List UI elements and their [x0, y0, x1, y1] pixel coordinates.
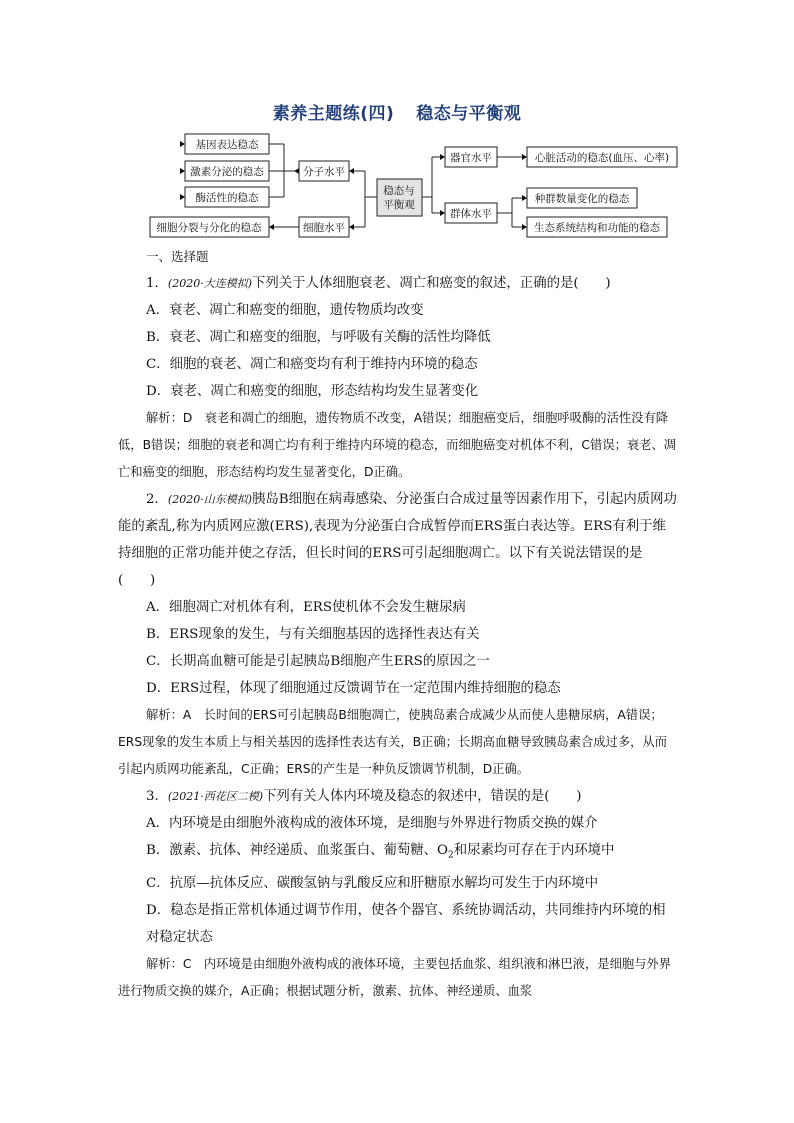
question-content — [118, 243, 678, 1005]
q3-option-b-subscript: 2 — [448, 850, 454, 861]
q3-source: (2021·西花区二模) — [167, 790, 263, 803]
title-sub: 稳态与平衡观 — [416, 104, 522, 124]
q2-option-b: B．ERS现象的发生，与有关细胞基因的选择性表达有关 — [146, 627, 480, 642]
q3-option-a: A．内环境是由细胞外液构成的液体环境，是细胞与外界进行物质交换的媒介 — [146, 816, 598, 831]
label-population-number: 种群数量变化的稳态 — [534, 193, 630, 205]
label-heart-activity: 心脏活动的稳态(血压、心率) — [534, 152, 670, 164]
q3-number: 3． — [146, 789, 168, 804]
label-gene-expression: 基因表达稳态 — [195, 139, 259, 151]
label-organ-level: 器官水平 — [450, 152, 492, 164]
q1-option-b: B．衰老、凋亡和癌变的细胞，与呼吸有关酶的活性均降低 — [146, 330, 491, 345]
q3-option-b — [118, 837, 678, 870]
q3-explanation: 解析：C 内环境是由细胞外液构成的液体环境，主要包括血浆、组织液和淋巴液，是细胞与外界进行物质交换的媒介，A正确；根据试题分析，激素、抗体、神经递质、血浆 — [118, 956, 672, 998]
q2-option-d: D．ERS过程，体现了细胞通过反馈调节在一定范围内维持细胞的稳态 — [146, 681, 561, 696]
q2-stem — [118, 486, 678, 594]
label-population-level: 群体水平 — [450, 208, 492, 220]
q1-explanation: 解析：D 衰老和凋亡的细胞，遗传物质不改变，A错误；细胞癌变后，细胞呼吸酶的活性没有降低，B错误；细胞的衰老和凋亡均有利于维持内环境的稳态，而细胞癌变对机体不利，C错误；衰老、凋亡和癌变的细胞，形态结构均发生显著变化，D正确。 — [118, 411, 677, 479]
q3-option-b-part1: B．激素、抗体、神经递质、血浆蛋白、葡萄糖、O — [146, 843, 449, 858]
q1-number: 1． — [146, 276, 168, 291]
q1-option-d: D．衰老、凋亡和癌变的细胞，形态结构均发生显著变化 — [146, 384, 479, 399]
q2-source: (2020·山东模拟) — [167, 493, 252, 506]
label-center-2: 平衡观 — [383, 199, 415, 211]
q2-explanation: 解析：A 长时间的ERS可引起胰岛B细胞凋亡，使胰岛素合成减少从而使人患糖尿病，A错误；ERS现象的发生本质上与相关基因的选择性表达有关，B正确；长期高血糖导致胰岛素合成过多，从而引起内质网功能紊乱，C正确；ERS的产生是一种负反馈调节机制，D正确。 — [118, 708, 668, 776]
q1-text: 下列关于人体细胞衰老、凋亡和癌变的叙述，正确的是( ) — [252, 276, 611, 291]
q1-option-a: A．衰老、凋亡和癌变的细胞，遗传物质均改变 — [146, 303, 424, 318]
q2-number: 2． — [146, 492, 168, 507]
q1-stem — [118, 270, 678, 297]
q2-option-a: A．细胞凋亡对机体有利，ERS使机体不会发生糖尿病 — [146, 600, 466, 615]
q1-option-c: C．细胞的衰老、凋亡和癌变均有利于维持内环境的稳态 — [146, 357, 478, 372]
label-ecosystem: 生态系统结构和功能的稳态 — [534, 222, 660, 234]
label-hormone-secretion: 激素分泌的稳态 — [190, 166, 264, 178]
title-main: 素养主题练(四) — [272, 104, 395, 124]
label-cellular-level: 细胞水平 — [303, 222, 345, 234]
q3-stem — [118, 783, 678, 810]
label-enzyme-activity: 酶活性的稳态 — [195, 192, 259, 204]
label-center-1: 稳态与 — [383, 185, 415, 197]
concept-diagram — [0, 0, 794, 245]
label-cell-division: 细胞分裂与分化的稳态 — [156, 222, 262, 234]
label-molecular-level: 分子水平 — [303, 166, 345, 178]
q3-option-b-part2: 和尿素均可存在于内环境中 — [453, 843, 615, 858]
q3-option-c: C．抗原—抗体反应、碳酸氢钠与乳酸反应和肝糖原水解均可发生于内环境中 — [146, 875, 599, 891]
q3-option-d: D．稳态是指正常机体通过调节作用，使各个器官、系统协调活动，共同维持内环境的相对稳定状态 — [146, 902, 666, 945]
q1-source: (2020·大连模拟) — [167, 277, 252, 290]
q2-option-c: C．长期高血糖可能是引起胰岛B细胞产生ERS的原因之一 — [146, 654, 490, 669]
section-heading: 一、选择题 — [146, 249, 209, 264]
q2-text: 胰岛B细胞在病毒感染、分泌蛋白合成过量等因素作用下，引起内质网功能的紊乱,称为内质网应激(ERS),表现为分泌蛋白合成暂停而ERS蛋白表达等。ERS有利于维持细胞的正常功能并使之存活，但长时间的ERS可引起细胞凋亡。以下有关说法错误的是( ) — [118, 492, 677, 588]
q3-text: 下列有关人体内环境及稳态的叙述中，错误的是( ) — [263, 789, 582, 804]
